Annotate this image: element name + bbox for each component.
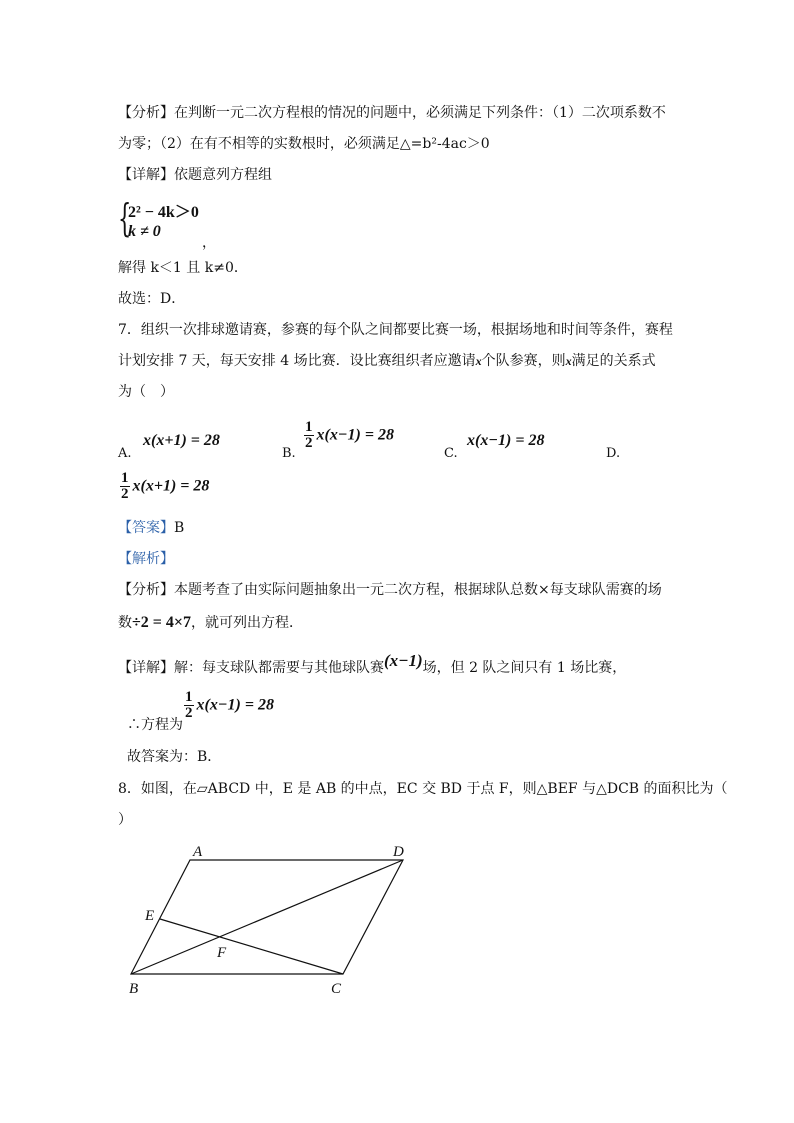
label-c: C [331,981,342,997]
detail2-equation: $\frac{1}{2}$ x(x−1) = 28 [185,689,274,721]
label-a: A [193,844,203,860]
answer-tag: 【答案】 [118,520,174,536]
label-b: B [129,981,139,997]
brace-symbol: { [118,196,132,240]
detail-tag: 【详解】 [118,167,174,183]
q7-line3: 为（ ） [118,384,174,400]
var-x: x [565,354,572,368]
system-eq1: 2² − 4k＞0 [128,204,199,221]
detail1-answer: 故选：D． [118,291,186,307]
therefore-text: ∴方程为 [127,717,183,733]
expr-x-minus-1: (x−1) [384,651,423,670]
answer-value: B [174,520,185,536]
detail2-answer: 故答案为：B． [127,749,222,765]
fraction-half: $\frac{1}{2}$ [305,419,313,451]
parallelogram-figure [110,835,420,1000]
label-e: E [145,908,155,924]
var-x: x [475,354,482,368]
option-c-expr: x(x−1) = 28 [467,432,545,449]
option-b-expr: x(x−1) = 28 [316,426,394,444]
system-eq2: k ≠ 0 [128,223,161,240]
q7-line2: 计划安排 7 天，每天安排 4 场比赛．设比赛组织者应邀请x个队参赛，则x满足的关系式 [118,353,656,369]
segment-ec [160,919,343,974]
option-d-expr-wrap [120,471,209,502]
option-b-label: B. [282,446,296,461]
option-c-label: C. [444,446,458,461]
detail1-heading: 【详解】依题意列方程组 [118,167,272,183]
label-f: F [217,945,227,961]
analysis1-line2: 为零；（2）在有不相等的实数根时，必须满足△=b²-4ac＞0 [118,136,490,152]
analysis-tag: 【分析】 [118,105,174,121]
q7-line1: 7．组织一次排球邀请赛，参赛的每个队之间都要比赛一场，根据场地和时间等条件，赛程 [118,322,673,338]
option-d-label: D. [606,446,621,461]
option-d-expr: x(x+1) = 28 [132,477,210,495]
analysis2-line2: 数÷2 = 4×7，就可列出方程． [118,614,304,631]
q8-line2: ） [118,812,132,828]
expr-div: ÷2 = 4×7 [132,614,192,631]
detail1-solve: 解得 k＜1 且 k≠0． [118,260,248,276]
option-a-label: A. [118,446,132,461]
option-b-expr-wrap [304,420,394,451]
diagonal-bd [131,860,403,974]
explain-tag: 【解析】 [118,551,174,567]
analysis-text: 在判断一元二次方程根的情况的问题中，必须满足下列条件：（1）二次项系数不 [174,105,666,121]
fraction-half: $\frac{1}{2}$ [121,470,129,502]
analysis1-line1 [118,103,666,123]
label-d: D [393,844,404,860]
q8-line1: 8．如图，在▱ABCD 中，E 是 AB 的中点，EC 交 BD 于点 F，则△BEF 与△DCB 的面积比为（ [118,781,728,797]
fraction-half: $\frac{1}{2}$ [185,689,193,721]
analysis2-line1: 【分析】本题考查了由实际问题抽象出一元二次方程，根据球队总数×每支球队需赛的场 [118,582,662,598]
option-a-expr: x(x+1) = 28 [143,432,220,449]
answer-line [118,518,184,538]
detail2-line1: 【详解】解：每支球队都需要与其他球队赛(x−1)场，但 2 队之间只有 1 场比赛， [118,651,627,676]
